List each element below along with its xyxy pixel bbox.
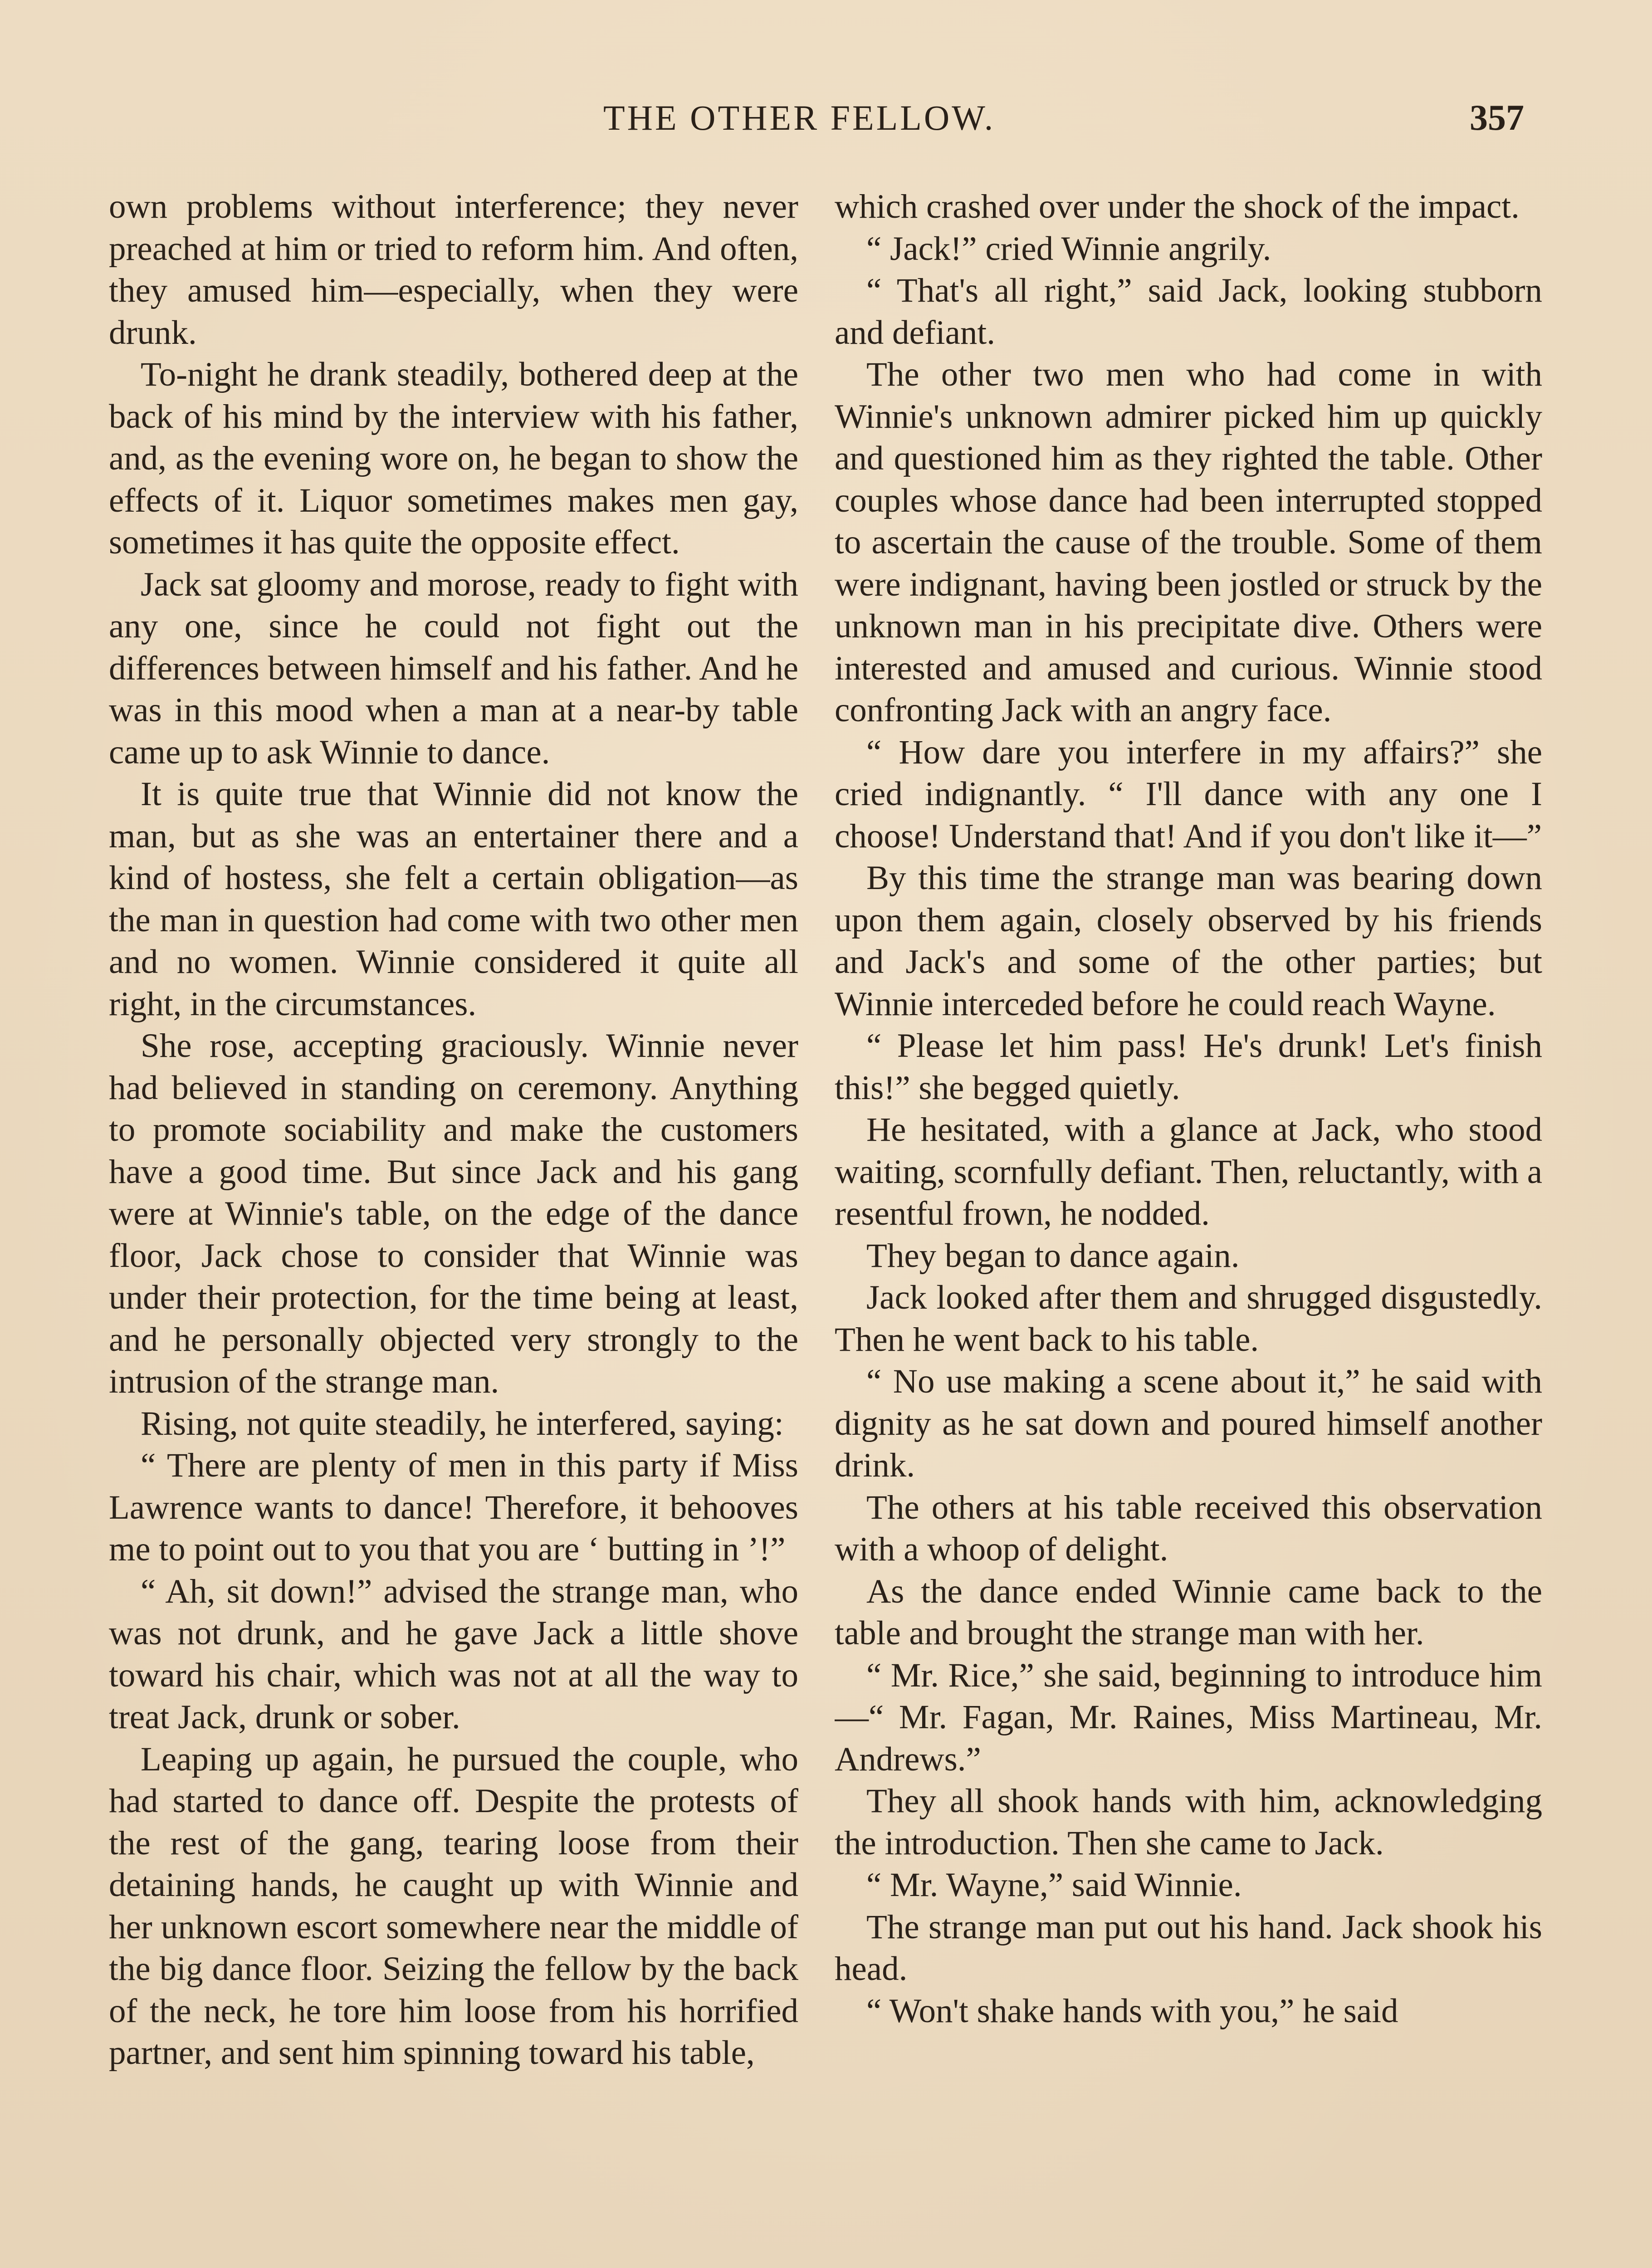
paragraph: “ Mr. Wayne,” said Winnie. (866, 1866, 1242, 1904)
paragraph: She rose, accepting graciously. Winnie never had believed in standing on ceremony. Anything to promote sociability and make the customers have a good time. But since Jack and his gang were at Winnie's table, on the edge of the dance floor, Jack chose to consider that Winnie was under their protection, for the time being at least, and he personally objected very strongly to the intrusion of the strange man. (109, 1027, 798, 1400)
page-number: 357 (1470, 98, 1524, 138)
paragraph: “ Please let him pass! He's drunk! Let's finish this!” she begged quietly. (835, 1027, 1542, 1107)
paragraph: “ How dare you interfere in my affairs?” she cried indignantly. “ I'll dance with any one I choose! Understand that! And if you don't like it—” (835, 733, 1542, 855)
left-column (109, 186, 798, 2268)
paragraph: It is quite true that Winnie did not know the man, but as she was an entertainer there and a kind of hostess, she felt a certain obligation—as the man in question had come with two other men and no women. Winnie considered it quite all right, in the circumstances. (109, 775, 798, 1023)
paragraph: “ Ah, sit down!” advised the strange man, who was not drunk, and he gave Jack a little shove toward his chair, which was not at all the way to treat Jack, drunk or sober. (109, 1572, 798, 1736)
paragraph: “ That's all right,” said Jack, looking stubborn and defiant. (835, 272, 1542, 352)
paragraph: Rising, not quite steadily, he interfered, saying: (141, 1404, 784, 1442)
paragraph: Jack looked after them and shrugged disgustedly. Then he went back to his table. (835, 1279, 1542, 1359)
paragraph: Jack sat gloomy and morose, ready to fight with any one, since he could not fight out the differences between himself and his father. And he was in this mood when a man at a near-by table came up to ask Winnie to dance. (109, 565, 798, 771)
paragraph: They all shook hands with him, acknowledging the introduction. Then she came to Jack. (835, 1782, 1542, 1862)
right-column (835, 186, 1542, 2268)
paragraph: “ There are plenty of men in this party if Miss Lawrence wants to dance! Therefore, it behooves me to point out to you that you are ‘ butting in ’!” (109, 1447, 798, 1568)
paragraph: He hesitated, with a glance at Jack, who stood waiting, scornfully defiant. Then, reluctantly, with a resentful frown, he nodded. (835, 1111, 1542, 1232)
paragraph: Leaping up again, he pursued the couple, who had started to dance off. Despite the protests of the rest of the gang, tearing loose from their detaining hands, he caught up with Winnie and her unknown escort somewhere near the middle of the big dance floor. Seizing the fellow by the back of the neck, he tore him loose from his horrified partner, and sent him spinning toward his table, (109, 1740, 798, 2072)
paragraph: The strange man put out his hand. Jack shook his head. (835, 1908, 1542, 1988)
paragraph: As the dance ended Winnie came back to the table and brought the strange man with her. (835, 1572, 1542, 1652)
page-header (0, 98, 1652, 152)
paragraph: own problems without interference; they never preached at him or tried to reform him. And often, they amused him—especially, when they were drunk. (109, 188, 798, 352)
paragraph: “ Mr. Rice,” she said, beginning to introduce him—“ Mr. Fagan, Mr. Raines, Miss Martineau, Mr. Andrews.” (835, 1656, 1542, 1778)
paragraph: “ Won't shake hands with you,” he said (866, 1992, 1398, 2030)
paragraph: They began to dance again. (866, 1237, 1240, 1275)
paragraph: The other two men who had come in with Winnie's unknown admirer picked him up quickly and questioned him as they righted the table. Other couples whose dance had been interrupted stopped to ascertain the cause of the trouble. Some of them were indignant, having been jostled or struck by the unknown man in his precipitate dive. Others were interested and amused and curious. Winnie stood confronting Jack with an angry face. (835, 356, 1542, 729)
paragraph: The others at his table received this observation with a whoop of delight. (835, 1488, 1542, 1568)
paragraph: “ Jack!” cried Winnie angrily. (866, 230, 1271, 268)
paragraph: To-night he drank steadily, bothered deep at the back of his mind by the interview with his father, and, as the evening wore on, he began to show the effects of it. Liquor sometimes makes men gay, sometimes it has quite the opposite effect. (109, 356, 798, 561)
running-head: THE OTHER FELLOW. (603, 98, 996, 137)
paragraph: which crashed over under the shock of the impact. (835, 188, 1520, 225)
paragraph: By this time the strange man was bearing down upon them again, closely observed by his friends and Jack's and some of the other parties; but Winnie interceded before he could reach Wayne. (835, 859, 1542, 1023)
paragraph: “ No use making a scene about it,” he said with dignity as he sat down and poured himself another drink. (835, 1363, 1542, 1484)
